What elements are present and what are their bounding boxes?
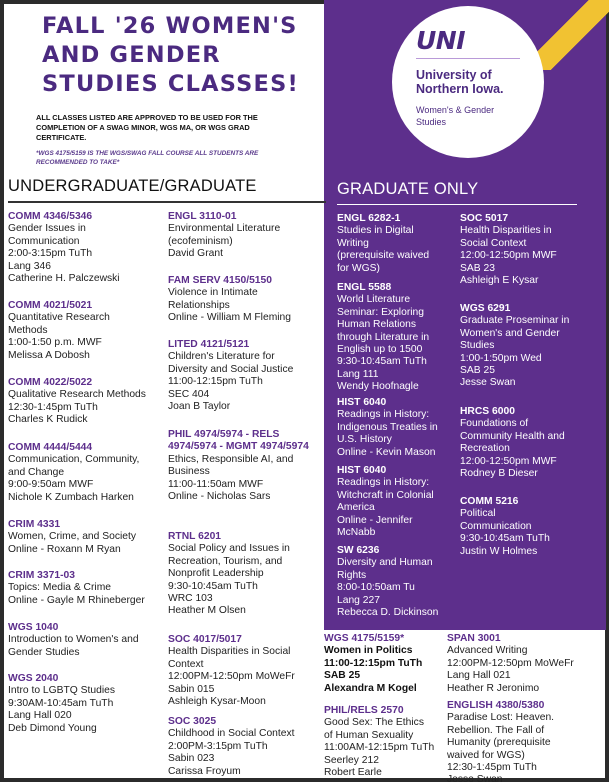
course-code: SOC 4017/5017 [168, 634, 242, 645]
course-line: Sabin 015 [168, 683, 215, 695]
course-line: of Human Sexuality [324, 729, 414, 741]
course-line: Rodney B Dieser [460, 468, 538, 480]
course-block [337, 545, 455, 619]
course-code: ENGL 6282-1 [337, 213, 401, 224]
course-block [8, 377, 168, 427]
undergrad-section-rule [8, 201, 326, 203]
course-line: 8:00-10:50am Tu [337, 582, 415, 594]
course-code: WGS 4175/5159* [324, 633, 405, 644]
course-line: Health Disparities in Social [168, 646, 291, 658]
course-line: Online - Roxann M Ryan [8, 543, 121, 555]
course-line: Studies in Digital [337, 225, 414, 237]
course-block [337, 213, 455, 275]
course-line: 12:00-12:50pm MWF [460, 455, 557, 467]
course-line: U.S. History [337, 434, 392, 446]
course-line: America [337, 502, 375, 514]
course-line: Community Health and [460, 430, 565, 442]
course-code: HIST 6040 [337, 397, 387, 408]
course-line: Violence in Intimate [168, 287, 258, 299]
course-line: Quantitative Research [8, 312, 110, 324]
course-line: Alexandra M Kogel [324, 682, 417, 694]
course-line: 1:00-1:50 p.m. MWF [8, 337, 102, 349]
course-block [337, 465, 455, 539]
course-line: and Change [8, 466, 65, 478]
course-code: COMM 4021/5021 [8, 300, 93, 311]
course-line: Good Sex: The Ethics [324, 717, 424, 729]
course-code: COMM 4022/5022 [8, 377, 93, 388]
course-line: Children's Literature for [168, 351, 275, 363]
course-code: FAM SERV 4150/5150 [168, 275, 272, 286]
course-code: CRIM 4331 [8, 519, 61, 530]
course-line: Lang 227 [337, 594, 380, 606]
course-code: SOC 5017 [460, 213, 509, 224]
course-line: (ecofeminism) [168, 235, 233, 247]
grad-section-title: GRADUATE ONLY [337, 180, 479, 198]
course-block [168, 429, 320, 503]
course-code: ENGL 5588 [337, 282, 392, 293]
uni-logo-mark: UNI [416, 26, 466, 55]
course-block [8, 622, 164, 659]
course-line: Rebecca D. Dickinson [337, 607, 439, 619]
featured-course-block [324, 633, 444, 695]
course-line: Joan B Taylor [168, 401, 231, 413]
course-line: 11:00-11:50am MWF [168, 478, 264, 490]
course-line: Communication [8, 235, 80, 247]
course-block [447, 700, 603, 782]
course-line: Nonprofit Leadership [168, 568, 264, 580]
course-line: 11:00-12:15pm TuTh [324, 657, 423, 669]
course-line: Seerley 212 [324, 754, 379, 766]
course-line: Foundations of [460, 418, 529, 430]
course-line: Gender Issues in [8, 223, 86, 235]
course-line: 1:00-1:50pm Wed [460, 352, 542, 364]
course-code: WGS 1040 [8, 622, 59, 633]
course-line: Seminar: Exploring [337, 306, 424, 318]
course-line: Online - Nicholas Sars [168, 491, 271, 503]
course-code: PHIL/RELS 2570 [324, 705, 404, 716]
course-line: Readings in History: [337, 477, 430, 489]
course-line: Graduate Proseminar in [460, 315, 570, 327]
course-line: Rebellion. The Fall of [447, 724, 545, 736]
course-code: HIST 6040 [337, 465, 387, 476]
course-line: Diversity and Human [337, 557, 433, 569]
course-line: Humanity (prerequisite [447, 737, 551, 749]
course-code: PHIL 4974/5974 - RELS 4974/5974 - MGMT 4974/5974 [168, 429, 309, 453]
course-line: Human Relations [337, 319, 416, 331]
course-line: David Grant [168, 248, 223, 260]
course-line: Environmental Literature [168, 223, 281, 235]
course-line: Ethics, Responsible AI, and [168, 453, 294, 465]
page-title: FALL '26 WOMEN'S AND GENDER STUDIES CLASSES! [42, 13, 299, 97]
course-line: Catherine H. Palczewski [8, 273, 120, 285]
course-block [8, 673, 164, 735]
course-line: Writing [337, 237, 369, 249]
course-block [168, 275, 320, 325]
course-line: Diversity and Social Justice [168, 363, 294, 375]
course-line: Ashleigh E Kysar [460, 275, 539, 287]
course-line: Readings in History: [337, 409, 430, 421]
course-line: Studies [460, 340, 495, 352]
course-line: Online - Jennifer [337, 514, 413, 526]
course-line: 12:30-1:45pm TuTh [447, 762, 537, 774]
course-line: Charles K Rudick [8, 414, 88, 426]
course-line: 12:00-12:50pm MWF [460, 250, 557, 262]
course-line: Introduction to Women's and [8, 634, 139, 646]
course-line: Lang 346 [8, 260, 51, 272]
course-block [460, 213, 600, 287]
course-line: Women in Politics [324, 645, 413, 657]
course-line: Melissa A Dobosh [8, 349, 90, 361]
course-line: 2:00-3:15pm TuTh [8, 248, 93, 260]
course-code: WGS 2040 [8, 673, 59, 684]
course-block [447, 633, 603, 695]
course-block [168, 211, 320, 261]
course-line: Ashleigh Kysar-Moon [168, 696, 266, 708]
university-name: University of Northern Iowa. [416, 68, 504, 96]
course-line: 9:00-9:50am MWF [8, 479, 94, 491]
course-line: WRC 103 [168, 593, 213, 605]
logo-divider [416, 58, 520, 59]
course-line: Gender Studies [8, 646, 80, 658]
course-line: Justin W Holmes [460, 545, 538, 557]
course-code: COMM 5216 [460, 496, 519, 507]
course-code: COMM 4444/5444 [8, 442, 93, 453]
course-block [168, 339, 320, 413]
course-line: 9:30-10:45am TuTh [460, 533, 550, 545]
department-name: Women's & Gender Studies [416, 105, 495, 127]
course-line: Intro to LGBTQ Studies [8, 685, 116, 697]
course-code: CRIM 3371-03 [8, 570, 75, 581]
course-line: 9:30-10:45am TuTh [337, 356, 427, 368]
course-line: Methods [8, 324, 48, 336]
course-line: Rights [337, 569, 367, 581]
course-line: Lang Hall 021 [447, 670, 511, 682]
undergrad-section-title: UNDERGRADUATE/GRADUATE [8, 177, 257, 195]
course-line: Qualitative Research Methods [8, 389, 146, 401]
course-line: Deb Dimond Young [8, 722, 97, 734]
course-line: Recreation, Tourism, and [168, 555, 283, 567]
course-line: Witchcraft in Colonial [337, 489, 434, 501]
course-line: Topics: Media & Crime [8, 582, 111, 594]
course-line: Indigenous Treaties in [337, 421, 438, 433]
course-line: Social Policy and Issues in [168, 543, 290, 555]
course-line: Wendy Hoofnagle [337, 381, 419, 393]
course-line: Women, Crime, and Society [8, 531, 136, 543]
course-line: Carissa Froyum [168, 765, 241, 777]
course-line: English up to 1500 [337, 344, 423, 356]
approval-note: ALL CLASSES LISTED ARE APPROVED TO BE USED FOR THE COMPLETION OF A SWAG MINOR, WGS MA, OR WGS GRAD CERTIFICATE. [36, 113, 258, 142]
course-code: SPAN 3001 [447, 633, 501, 644]
course-line: Women's and Gender [460, 327, 560, 339]
course-line: McNabb [337, 527, 376, 539]
course-line: SEC 404 [168, 388, 210, 400]
course-line: Online - William M Fleming [168, 312, 292, 324]
course-block [337, 282, 455, 394]
course-line: Jesse Swan [460, 377, 516, 389]
course-block [8, 211, 164, 285]
course-line: Political [460, 508, 496, 520]
course-line: Childhood in Social Context [168, 728, 295, 740]
course-line: 2:00PM-3:15pm TuTh [168, 740, 268, 752]
course-code: ENGL 3110-01 [168, 211, 237, 222]
course-block [337, 397, 455, 459]
course-line: for WGS) [337, 262, 380, 274]
course-code: SW 6236 [337, 545, 380, 556]
course-line: Robert Earle [324, 767, 382, 779]
course-code: RTNL 6201 [168, 531, 222, 542]
course-line: SAB 25 [324, 670, 361, 682]
course-line: (prerequisite waived [337, 250, 430, 262]
course-line: Lang 111 [337, 368, 379, 380]
course-line: Lang Hall 020 [8, 710, 72, 722]
course-line: 11:00AM-12:15pm TuTh [324, 742, 435, 754]
course-line: World Literature [337, 294, 411, 306]
course-line: Social Context [460, 237, 527, 249]
course-block [168, 716, 320, 778]
course-line: Recreation [460, 443, 510, 455]
course-code: SOC 3025 [168, 716, 217, 727]
course-line: Business [168, 466, 210, 478]
course-line: 12:00PM-12:50pm MoWeFr [447, 657, 574, 669]
course-line: Heather R Jeronimo [447, 682, 540, 694]
course-code: ENGLISH 4380/5380 [447, 700, 545, 711]
course-line: Jesse Swan [447, 774, 503, 782]
course-line: 12:30-1:45pm TuTh [8, 401, 98, 413]
course-line: Heather M Olsen [168, 605, 246, 617]
course-line: Advanced Writing [447, 645, 528, 657]
course-line: 9:30-10:45am TuTh [168, 580, 258, 592]
course-block [460, 406, 600, 480]
course-code: LITED 4121/5121 [168, 339, 250, 350]
recommended-course-note: *WGS 4175/5159 IS THE WGS/SWAG FALL COURSE ALL STUDENTS ARE RECOMMENDED TO TAKE* [36, 150, 259, 166]
course-line: Paradise Lost: Heaven. [447, 712, 555, 724]
course-code: WGS 6291 [460, 303, 511, 314]
course-line: Online - Gayle M Rhineberger [8, 594, 145, 606]
course-line: waived for WGS) [447, 749, 525, 761]
course-code: HRCS 6000 [460, 406, 515, 417]
course-line: 12:00PM-12:50pm MoWeFr [168, 671, 295, 683]
course-block [8, 519, 164, 556]
course-block [8, 570, 168, 607]
course-line: SAB 23 [460, 262, 495, 274]
course-line: Communication, Community, [8, 454, 140, 466]
course-block [460, 303, 600, 390]
course-line: Communication [460, 520, 532, 532]
course-code: COMM 4346/5346 [8, 211, 93, 222]
grad-section-rule [337, 204, 577, 205]
course-line: Sabin 023 [168, 753, 215, 765]
course-block [8, 300, 164, 362]
course-line: Relationships [168, 299, 230, 311]
course-block [324, 705, 448, 779]
course-block [168, 531, 320, 618]
course-line: Context [168, 658, 204, 670]
course-line: through Literature in [337, 331, 430, 343]
course-block [168, 634, 320, 708]
course-line: Online - Kevin Mason [337, 446, 436, 458]
course-line: Nichole K Zumbach Harken [8, 491, 134, 503]
course-line: SAB 25 [460, 365, 495, 377]
course-line: 9:30AM-10:45am TuTh [8, 697, 114, 709]
course-line: 11:00-12:15pm TuTh [168, 376, 263, 388]
course-line: Health Disparities in [460, 225, 552, 237]
course-block [460, 496, 600, 558]
course-block [8, 442, 168, 504]
